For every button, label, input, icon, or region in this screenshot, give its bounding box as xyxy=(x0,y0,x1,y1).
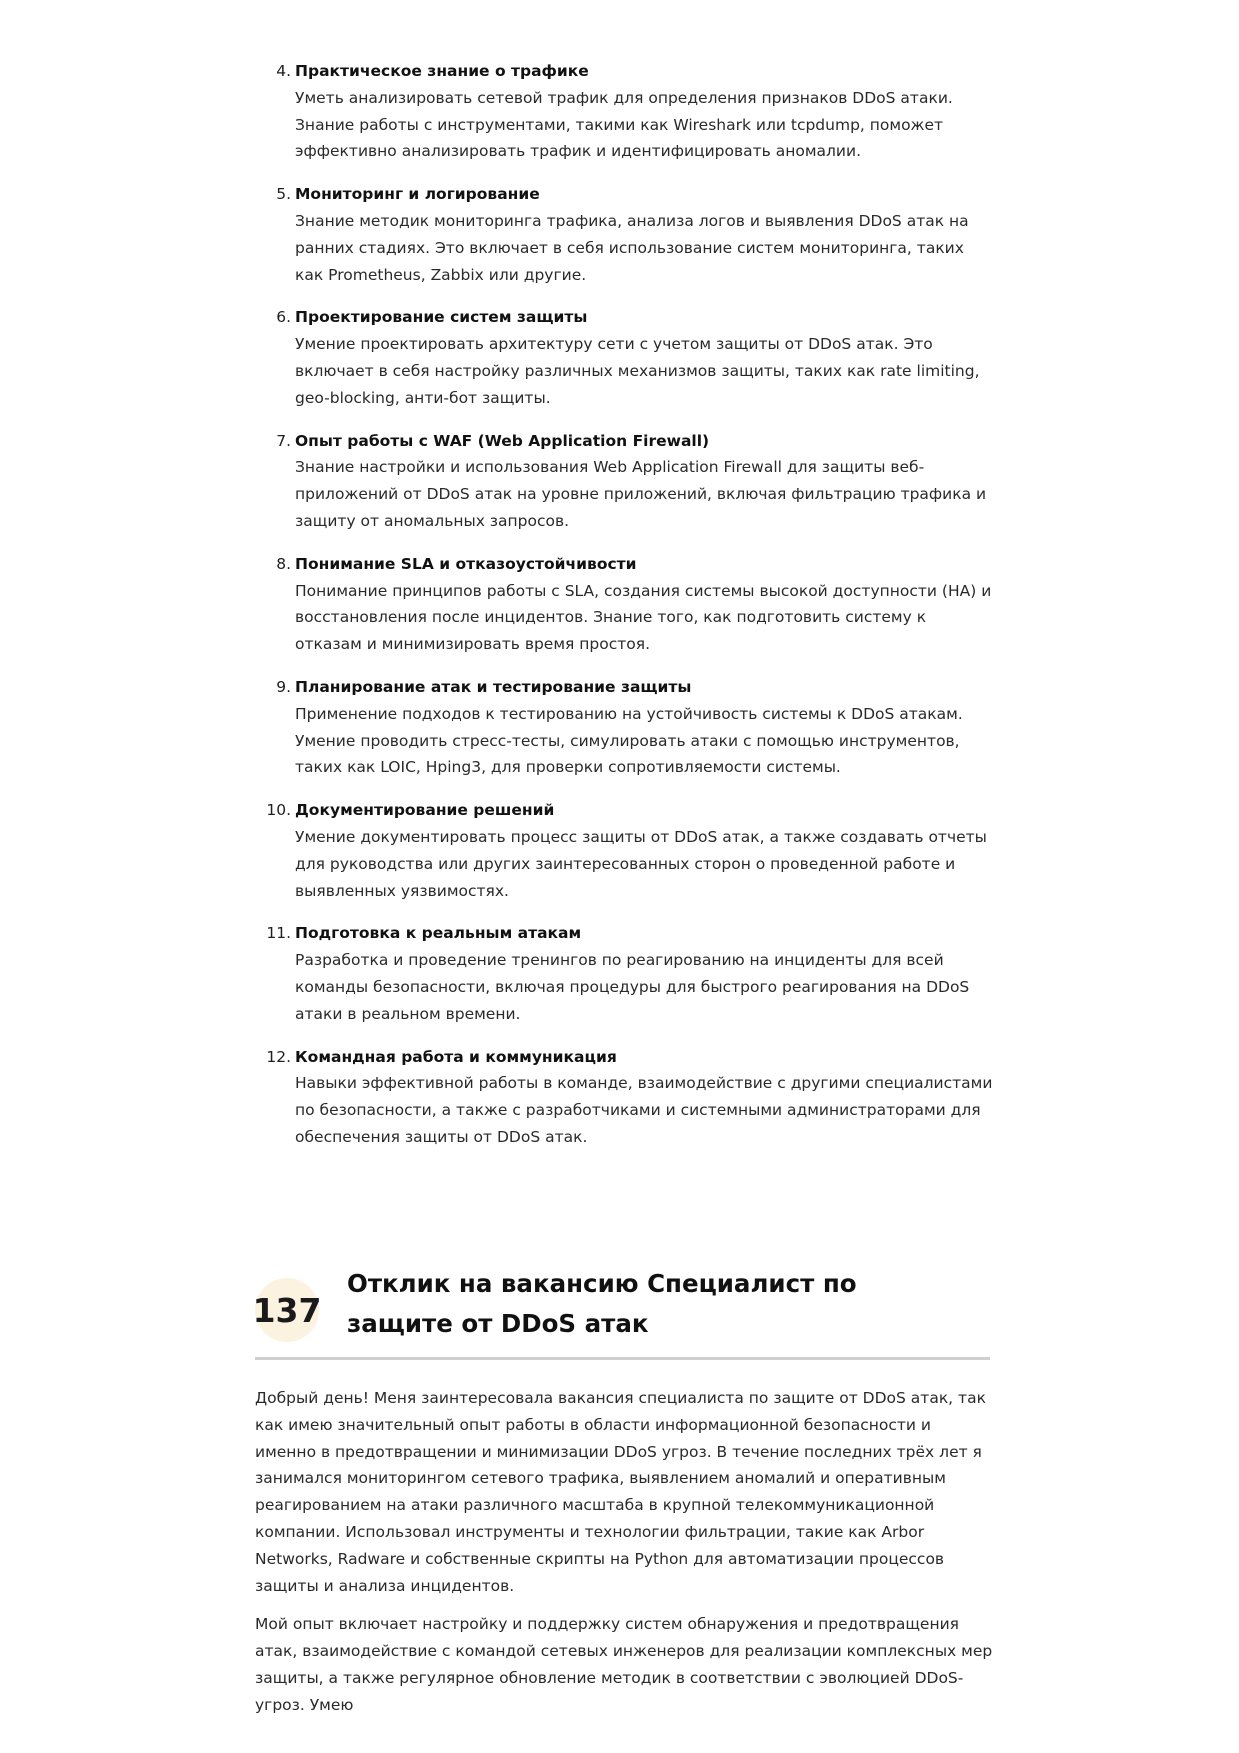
section-number-badge: 137 xyxy=(255,1278,319,1342)
list-item-title: Командная работа и коммуникация xyxy=(295,1047,617,1066)
list-item-title: Опыт работы с WAF (Web Application Firewall) xyxy=(295,431,710,450)
list-item-number: 10. xyxy=(266,801,291,820)
list-item xyxy=(255,920,995,1027)
list-item-title: Документирование решений xyxy=(295,801,555,820)
list-item-title: Практическое знание о трафике xyxy=(295,62,589,80)
list-item-description: Разработка и проведение тренингов по реагированию на инциденты для всей команды безопасности, включая процедуры для быстрого реагирования на DDoS атаки в реальном времени. xyxy=(295,951,970,1023)
list-item xyxy=(255,674,995,781)
list-item xyxy=(255,1044,995,1151)
list-item-number: 8. xyxy=(276,554,291,573)
list-item-description: Умение проектировать архитектуру сети с учетом защиты от DDoS атак. Это включает в себя настройку различных механизмов защиты, таких как rate limiting, geo-blocking, анти-бот защиты. xyxy=(295,335,980,407)
list-item-title: Проектирование систем защиты xyxy=(295,308,588,327)
section-header xyxy=(252,1264,995,1364)
list-item xyxy=(255,797,995,904)
list-item-description: Уметь анализировать сетевой трафик для определения признаков DDoS атаки. Знание работы с инструментами, такими как Wireshark или tcpdump, поможет эффективно анализировать трафик и идентифицировать аномалии. xyxy=(295,88,953,161)
list-item-number: 6. xyxy=(276,308,291,327)
section-title: Отклик на вакансию Специалист по защите от DDoS атак xyxy=(347,1269,857,1338)
list-item-number: 7. xyxy=(276,431,291,450)
list-item-number: 5. xyxy=(276,185,291,204)
list-item-title: Планирование атак и тестирование защиты xyxy=(295,677,692,696)
list-item-number: 4. xyxy=(276,62,291,80)
list-item-title: Понимание SLA и отказоустойчивости xyxy=(295,554,637,573)
list-item xyxy=(255,551,995,658)
list-item-title: Подготовка к реальным атакам xyxy=(295,924,582,943)
list-item-description: Навыки эффективной работы в команде, взаимодействие с другими специалистами по безопасности, а также с разработчиками и системными администраторами для обеспечения защиты от DDoS атак. xyxy=(295,1074,993,1146)
list-item-number: 9. xyxy=(276,677,291,696)
list-item-description: Применение подходов к тестированию на устойчивость системы к DDoS атакам. Умение проводить стресс-тесты, симулировать атаки с помощью инструментов, таких как LOIC, Hping3, для проверки сопротивляемости системы. xyxy=(295,704,963,777)
list-item-title: Мониторинг и логирование xyxy=(295,185,540,204)
list-item-number: 11. xyxy=(266,924,291,943)
list-item-description: Знание настройки и использования Web Application Firewall для защиты веб-приложений от DDoS атак на уровне приложений, включая фильтрацию трафика и защиту от аномальных запросов. xyxy=(295,458,987,530)
letter-paragraph: Мой опыт включает настройку и поддержку систем обнаружения и предотвращения атак, взаимодействие с командой сетевых инженеров для реализации комплексных мер защиты, а также регулярное обновление методик в соответствии с эволюцией DDoS-угроз. Умею xyxy=(255,1615,993,1714)
skills-list xyxy=(255,58,995,1167)
section-divider xyxy=(255,1357,990,1360)
list-item xyxy=(255,58,995,165)
list-item xyxy=(255,304,995,411)
cover-letter xyxy=(255,1385,995,1731)
list-item-description: Знание методик мониторинга трафика, анализа логов и выявления DDoS атак на ранних стадиях. Это включает в себя использование систем мониторинга, таких как Prometheus, Zabbix или другие. xyxy=(295,211,969,284)
list-item-description: Умение документировать процесс защиты от DDoS атак, а также создавать отчеты для руководства или других заинтересованных сторон о проведенной работе и выявленных уязвимостях. xyxy=(295,827,987,900)
list-item-description: Понимание принципов работы с SLA, создания системы высокой доступности (HA) и восстановления после инцидентов. Знание того, как подготовить систему к отказам и минимизировать время простоя. xyxy=(295,581,992,654)
letter-paragraph: Добрый день! Меня заинтересовала вакансия специалиста по защите от DDoS атак, так как имею значительный опыт работы в области информационной безопасности и именно в предотвращении и минимизации DDoS угроз. В течение последних трёх лет я занимался мониторингом сетевого трафика, выявлением аномалий и оперативным реагированием на атаки различного масштаба в крупной телекоммуникационной компании. Использовал инструменты и технологии фильтрации, такие как Arbor Networks, Radware и собственные скрипты на Python для автоматизации процессов защиты и анализа инцидентов. xyxy=(255,1389,986,1595)
list-item xyxy=(255,181,995,288)
list-item-number: 12. xyxy=(266,1047,291,1066)
list-item xyxy=(255,428,995,535)
